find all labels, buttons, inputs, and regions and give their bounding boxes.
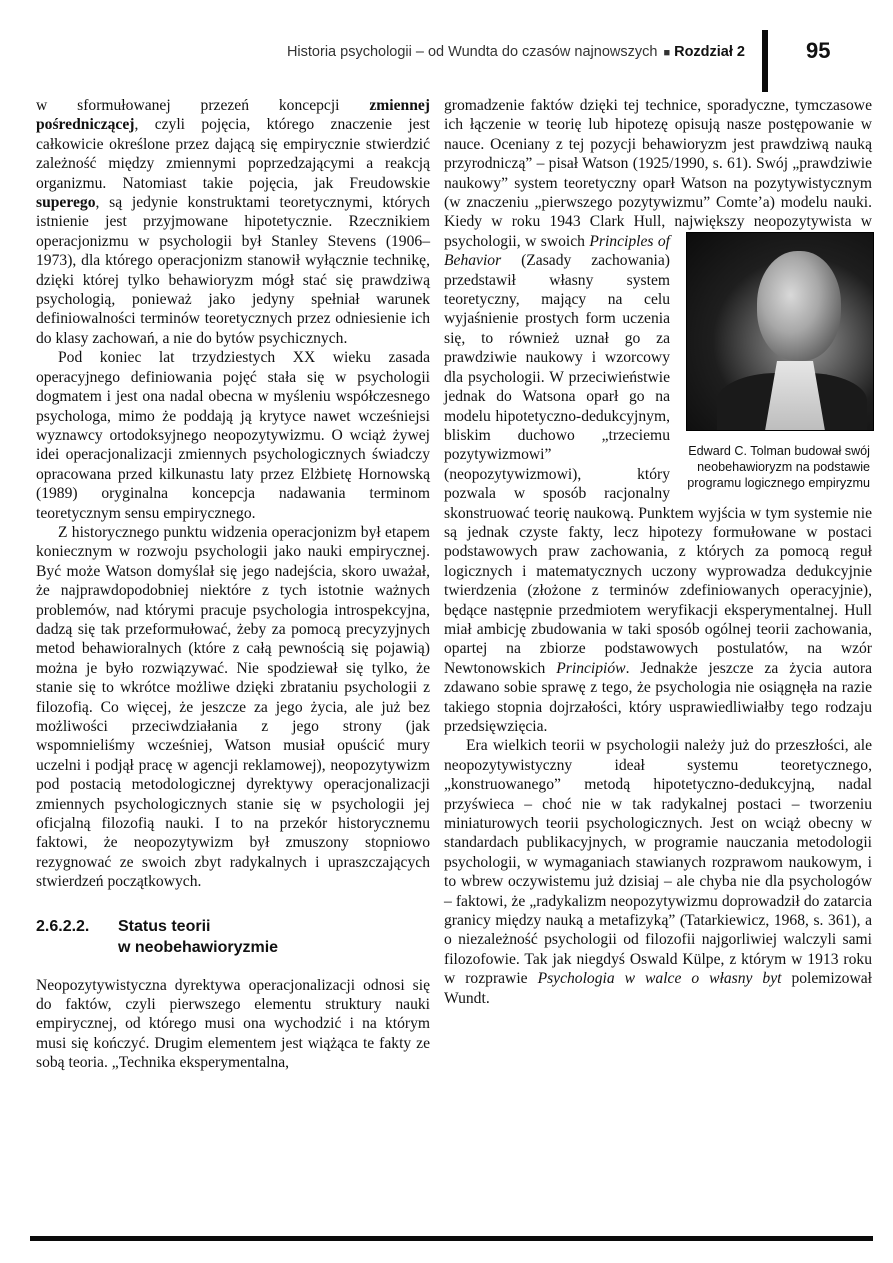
bold-term: zmiennej pośredniczącej: [36, 97, 430, 134]
text-run: gromadzenie faktów dzięki tej technice, sporadyczne, tymczasowe ich łączenie w teorię lub hipotezę opisują nasze postępowanie w nauce. Oceniany z tej pozycji behawioryzm jest prawdziwą nauką przyrodniczą” – pisał Watson (1925/1990, s. 61). Swój „prawdziwie naukowy” system teoretyczny oparł Watson na pozytywistycznym (w znaczeniu „pierwszego pozytywizmu” Comte’a) modelu nauki. Kiedy w roku 1943 Clark Hull, największy neopozytywista w psychologii, w swoich: [444, 97, 872, 250]
paragraph: [36, 96, 430, 348]
bottom-rule: [30, 1236, 873, 1241]
chapter-label: Rozdział 2: [674, 44, 745, 60]
italic-title: Principles of Behavior: [444, 232, 670, 270]
paragraph: Pod koniec lat trzydziestych XX wieku zasada operacyjnego definiowania pojęć stała się w psychologii dogmatem i jest ona nadal obecna w myśleniu współczesnego psychologa, mimo że poddają ją krytyce nawet wcześniejsi wyznawcy ortodoksyjnego neopozytywizmu. O wciąż żywej idei operacjonalizacji zmiennych psychologicznych świadczy opracowana przed kilkunastu laty przez Elżbietę Hornowską (1989) oryginalna koncepcja nadawania terminom teoretycznym sensu empirycznego.: [36, 349, 430, 522]
text-run: , czyli pojęcia, którego znaczenie jest całkowicie określone przez dającą się empirycznie stwierdzić zależność między zmiennymi poprzedzającymi a reakcją organizmu. Natomiast takie pojęcia, jak Freudowskie: [36, 116, 430, 192]
text-run: w sformułowanej przezeń koncepcji: [36, 97, 370, 114]
section-title-line1: Status teorii: [118, 917, 211, 935]
page-number: 95: [806, 38, 831, 63]
italic-title: Principiów: [556, 659, 626, 677]
portrait-photo: [686, 232, 874, 431]
text-run: Era wielkich teorii w psychologii należy już do przeszłości, ale neopozytywistyczny ideał systemu teoretycznego, „konstruowanego” metodą hipotetyczno-dedukcyjną, nadal przyświeca – choć nie w tak radykalnej postaci – tworzeniu miniaturowych teorii psychologicznych. Jest on wciąż obecny w standardach publikacyjnych, w programie nauczania metodologii psychologii, w wymaganiach stawianych rozprawom naukowym, i to wbrew oczywistemu już dzisiaj – ale chyba nie dla psychologów – faktowi, że „radykalizm neopozytywizmu doprowadził do zatarcia granicy między nauką a metafizyką” (Tatarkiewicz, 1968, s. 361), a o niezależność psychologii od filozofii najgorliwiej walczyli sami filozofowie. Tak jak niegdyś Oswald Külpe, z którym w 1913 roku w rozprawie: [444, 737, 872, 988]
paragraph: Z historycznego punktu widzenia operacjonizm był etapem koniecznym w rozwoju psychologii jako nauki empirycznej. Być może Watson domyślał się jego nadejścia, skoro uważał, że najprawdopodobniej niektóre z tych istotnie ważnych problemów, nad którymi pracuje psychologia introspekcyjna, dadzą się tak przeformułować, żeby za pomocą precyzyjnych metod behawioralnych (które z całą pewnością się pojawią) można je było rozwiązywać. Nie spodziewał się tylko, że stanie się to wkrótce możliwe dzięki zbrataniu psychologii z filozofią. Co więcej, że jeszcze za jego życia, ale już bez możliwości przeciwdziałania z jego strony (jak wspomnieliśmy wcześniej, Watson musiał opuścić mury uczelni i podjął pracę w agencji reklamowej), neopozytywizm pod postacią metodologicznej dyrektywy operacjonalizacji zmiennych psychologicznych stanie się w psychologii jej oficjalną filozofią nauki. I to na przekór historycznemu faktowi, że neopozytywizm był zmuszony stopniowo rezygnować ze swoich zbyt radykalnych i upraszczających stwierdzeń początkowych.: [36, 523, 430, 891]
header-vertical-rule: [762, 30, 768, 92]
italic-title: Psychologia w walce o własny byt: [537, 970, 782, 988]
section-number: 2.6.2.2.: [36, 917, 90, 935]
figure-caption: Edward C. Tolman budował swój neobehawioryzm na podstawie programu logicznego empiryzmu: [687, 443, 870, 490]
paragraph: [444, 736, 872, 1008]
text-run: (Zasady zachowania) przedstawił własny system teoretyczny, mający na celu wyjaśnienie prostych form uczenia się, to również uznał go za prawdziwie naukowy i wzorcowy dla psychologii. W przeciwieństwie jednak do Watsona oparł go na modelu hipotetyczno-dedukcyjnym, bliskim duchowo „trzeciemu pozytywizmowi” (neopozytywizmowi), który pozwala w sposób racjonalny skonstruować teorię naukową. Punktem wyjścia w tym systemie nie są jednak czyste fakty, lecz hipotezy formułowane w postaci podstawowych praw zachowania, z których za pomocą reguł logicznych i matematycznych uczony wyprowadza dedukcyjnie twierdzenia (złożone z terminów zdefiniowanych operacyjnie), będące następnie przedmiotem weryfikacji eksperymentalnej. Hull miał ambicję zbudowania w taki sposób ogólnej teorii zachowania, opartej na zbiorze podstawowych postulatów, na wzór Newtonowskich: [444, 252, 872, 677]
paragraph: [444, 96, 872, 736]
section-title-line2: w neobehawioryzmie: [118, 938, 279, 956]
right-column: [444, 96, 872, 1008]
left-column: [36, 96, 430, 1073]
text-run: polemizował Wundt.: [444, 970, 872, 1007]
text-run: , są jedynie konstruktami teoretycznymi, których istnienie jest przyjmowane hipotetycznie. Rzecznikiem operacjonizmu w psychologii był Stanley Stevens (1906–1973), dla którego operacjonizm stanowił wyłącznie technikę, dzięki której tylko behawioryzm mógł stać się prawdziwą psychologią, ponieważ jako jedyny spełniał warunek definiowalności terminów teoretycznych przez odniesienie ich do klasy zachowań, a nie do bytów psychicznych.: [36, 194, 430, 347]
square-bullet-icon: ■: [663, 47, 671, 59]
running-title: [287, 44, 745, 60]
figure: [678, 230, 874, 491]
book-title: Historia psychologii – od Wundta do czasów najnowszych: [286, 44, 658, 60]
text-run: . Jednakże jeszcze za życia autora zdawano sobie sprawę z tego, że psychologia nie osiągnęła na razie takiego stopnia dojrzałości, który usprawiedliwiałby tego rodzaju przedsięwzięcia.: [444, 659, 872, 735]
paragraph: Neopozytywistyczna dyrektywa operacjonalizacji odnosi się do faktów, czyli pierwszego elementu struktury nauki empirycznej, od którego musi ona wychodzić i na którym musi się kończyć. Drugim elementem jest wiążąca te fakty ze sobą teoria. „Technika eksperymentalna,: [36, 976, 430, 1072]
running-header: [0, 30, 893, 90]
section-heading: [36, 916, 430, 958]
bold-term: superego: [36, 194, 96, 212]
